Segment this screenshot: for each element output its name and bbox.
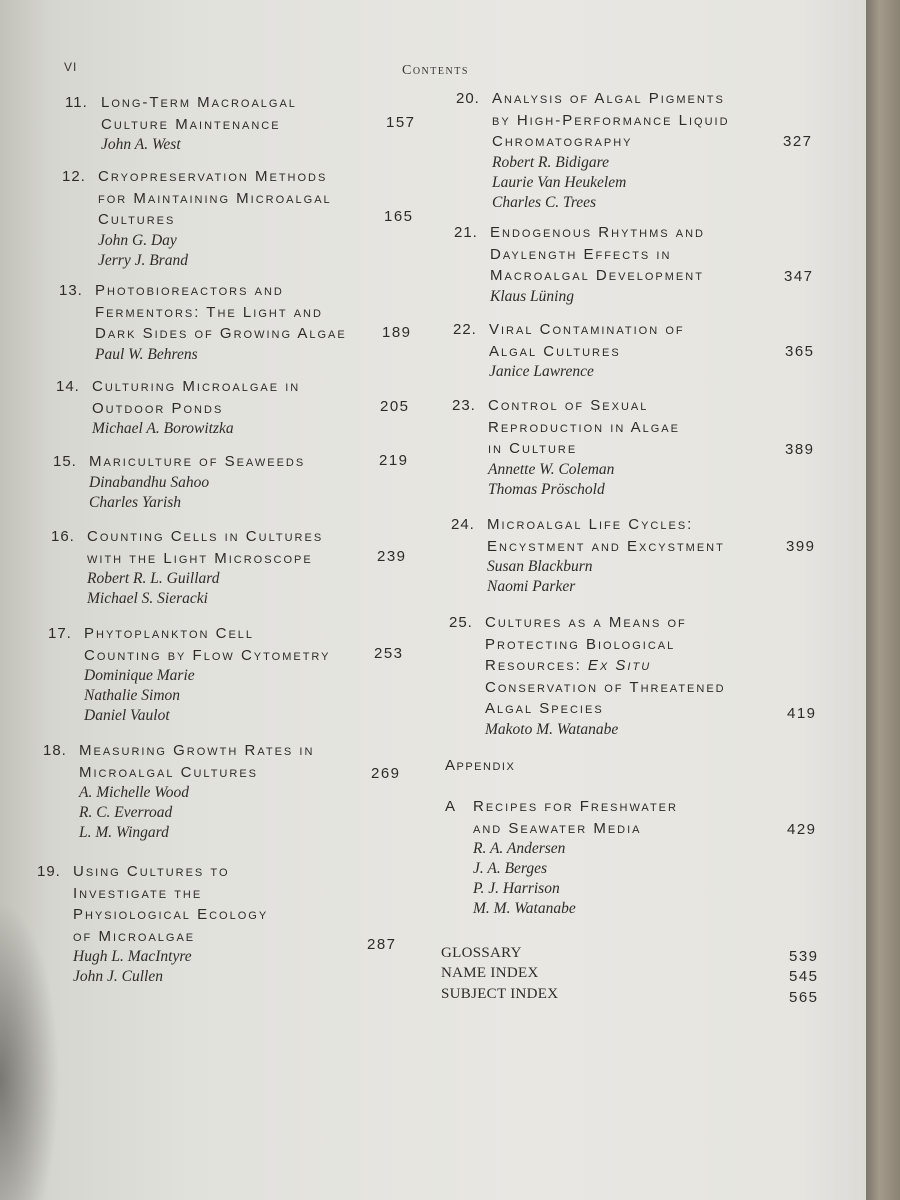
toc-entry-23 [452,395,680,500]
toc-entry-19 [37,861,269,987]
entry-page: 239 [377,548,407,565]
entry-title-line: Chromatography [492,133,633,150]
entry-title-line: Algal Species [485,700,604,717]
entry-author: Dinabandhu Sahoo [89,473,210,491]
entry-page: 429 [787,821,817,838]
entry-title-line: Cultures [98,211,176,228]
entry-page: 157 [386,114,416,131]
toc-entry-11 [65,92,297,155]
entry-author: Jerry J. Brand [98,251,188,269]
entry-author: Klaus Lüning [490,287,574,305]
entry-author: John A. West [101,136,181,153]
back-matter-page: 539 [789,948,819,965]
entry-title-line: Algal Cultures [489,342,621,360]
entry-number: 25. [449,614,473,631]
entry-title-line: Counting Cells in Cultures [87,528,324,545]
back-matter-label: SUBJECT INDEX [441,986,559,1002]
entry-title-line: Macroalgal Development [490,267,704,284]
entry-author: M. M. Watanabe [473,900,576,917]
page-number: VI [64,60,78,74]
back-matter-page: 565 [789,989,819,1006]
entry-number: 18. [43,742,67,759]
entry-page: 327 [783,133,813,150]
entry-title-line: Microalgal Life Cycles: [487,516,694,533]
entry-title-line: Reproduction in Algae [488,418,680,436]
entry-title-line: Outdoor Ponds [92,399,224,417]
entry-author: Michael S. Sieracki [87,590,208,607]
entry-author: Laurie Van Heukelem [492,173,627,191]
toc-entry-24 [451,514,725,597]
entry-number: 20. [456,90,480,107]
toc-entry-15 [53,451,306,513]
entry-title-line: and Seawater Media [473,819,642,837]
toc-entry-21 [454,222,705,307]
entry-author: R. A. Andersen [473,840,566,857]
entry-author: Hugh L. MacIntyre [73,948,192,965]
entry-title-line: Dark Sides of Growing Algae [95,325,347,342]
entry-page: 219 [379,452,409,469]
entry-title-line: Long-Term Macroalgal [101,94,297,111]
entry-author: John G. Day [98,231,177,249]
hand-shadow [0,900,60,1200]
entry-title-line: Phytoplankton Cell [84,625,255,642]
entry-title-line: Encystment and Excystment [487,537,725,555]
entry-title-line: Microalgal Cultures [79,763,258,781]
entry-title-line: Cryopreservation Methods [98,168,328,185]
appendix-letter: A [445,798,457,815]
entry-title-line: Counting by Flow Cytometry [84,646,331,664]
entry-title-line: Culture Maintenance [101,115,281,133]
entry-title-line: by High-Performance Liquid [492,111,730,129]
toc-entry-17 [48,623,331,726]
entry-page: 287 [367,936,397,953]
toc-entry-25 [449,612,726,740]
toc-entry-16 [51,526,324,609]
entry-page: 189 [382,324,412,341]
entry-title-line: Fermentors: The Light and [95,303,323,321]
toc-entry-18 [43,740,315,843]
entry-number: 16. [51,528,75,545]
entry-author: Makoto M. Watanabe [485,720,619,738]
entry-number: 19. [37,863,61,880]
entry-author: Paul W. Behrens [95,345,198,363]
entry-title-line: Photobioreactors and [95,282,284,299]
entry-number: 22. [453,321,477,338]
running-header: Contents [402,63,469,78]
entry-author: L. M. Wingard [79,824,169,841]
entry-author: Daniel Vaulot [84,707,170,724]
back-matter-label: GLOSSARY [441,945,522,961]
entry-title-line: Culturing Microalgae in [92,378,301,395]
entry-title-line [485,655,726,677]
entry-title-line: Control of Sexual [488,397,649,414]
toc-entry-22 [453,319,685,382]
entry-title-line: Measuring Growth Rates in [79,742,315,759]
entry-title-line: for Maintaining Microalgal [98,189,332,207]
entry-author: Naomi Parker [487,578,576,595]
entry-title-line: Conservation of Threatened [485,678,726,696]
entry-author: P. J. Harrison [473,880,560,897]
back-matter-label: NAME INDEX [441,965,539,981]
entry-page: 347 [784,268,814,285]
entry-page: 389 [785,441,815,458]
entry-title-line: Daylength Effects in [490,245,672,263]
entry-author: J. A. Berges [473,860,548,877]
entry-author: Thomas Pröschold [488,480,605,498]
entry-number: 15. [53,453,77,470]
entry-title-line: in Culture [488,440,578,457]
entry-author: Robert R. L. Guillard [87,570,220,587]
entry-author: Janice Lawrence [489,363,594,380]
entry-title-fragment: Resources: [485,657,588,674]
entry-author: Charles C. Trees [492,193,597,211]
toc-entry-13 [59,280,347,365]
entry-author: Nathalie Simon [84,687,181,704]
entry-author: John J. Cullen [73,968,163,985]
entry-page: 165 [384,208,414,225]
entry-title-line: Mariculture of Seaweeds [89,453,306,470]
entry-page: 205 [380,398,410,415]
entry-author: R. C. Everroad [79,804,173,821]
toc-entry-20 [456,88,730,213]
entry-number: 13. [59,282,83,299]
entry-title-line: Investigate the [73,884,203,902]
entry-page: 419 [787,705,817,722]
entry-title-line: Physiological Ecology [73,906,269,923]
background-edge [866,0,900,1200]
entry-number: 12. [62,168,86,185]
entry-page: 269 [371,765,401,782]
entry-number: 23. [452,397,476,414]
entry-author: Michael A. Borowitzka [92,420,234,437]
entry-title-line: Analysis of Algal Pigments [492,90,725,107]
entry-author: Susan Blackburn [487,558,593,575]
entry-number: 11. [65,94,88,111]
entry-author: A. Michelle Wood [79,784,190,801]
entry-title-line: Protecting Biological [485,635,676,653]
entry-title-line: Endogenous Rhythms and [490,224,705,241]
entry-title-line: Using Cultures to [73,863,230,880]
entry-title-line: Recipes for Freshwater [473,798,678,815]
entry-author: Charles Yarish [89,493,182,511]
appendix-entry-a [445,796,678,919]
entry-title-line: with the Light Microscope [87,549,313,567]
entry-number: 14. [56,378,80,395]
entry-number: 17. [48,625,72,642]
toc-entry-12 [62,166,332,271]
entry-number: 21. [454,224,478,241]
entry-page: 253 [374,645,404,662]
entry-title-line: Viral Contamination of [489,321,685,338]
appendix-heading: Appendix [445,757,516,774]
entry-page: 365 [785,343,815,360]
entry-number: 24. [451,516,475,533]
entry-author: Robert R. Bidigare [492,153,609,171]
entry-author: Annette W. Coleman [488,460,615,478]
entry-title-line: of Microalgae [73,927,196,945]
back-matter-page: 545 [789,968,819,985]
entry-title-line: Cultures as a Means of [485,614,687,631]
entry-page: 399 [786,538,816,555]
entry-title-emphasis: Ex Situ [587,657,652,674]
toc-entry-14 [56,376,301,439]
entry-author: Dominique Marie [84,667,195,684]
